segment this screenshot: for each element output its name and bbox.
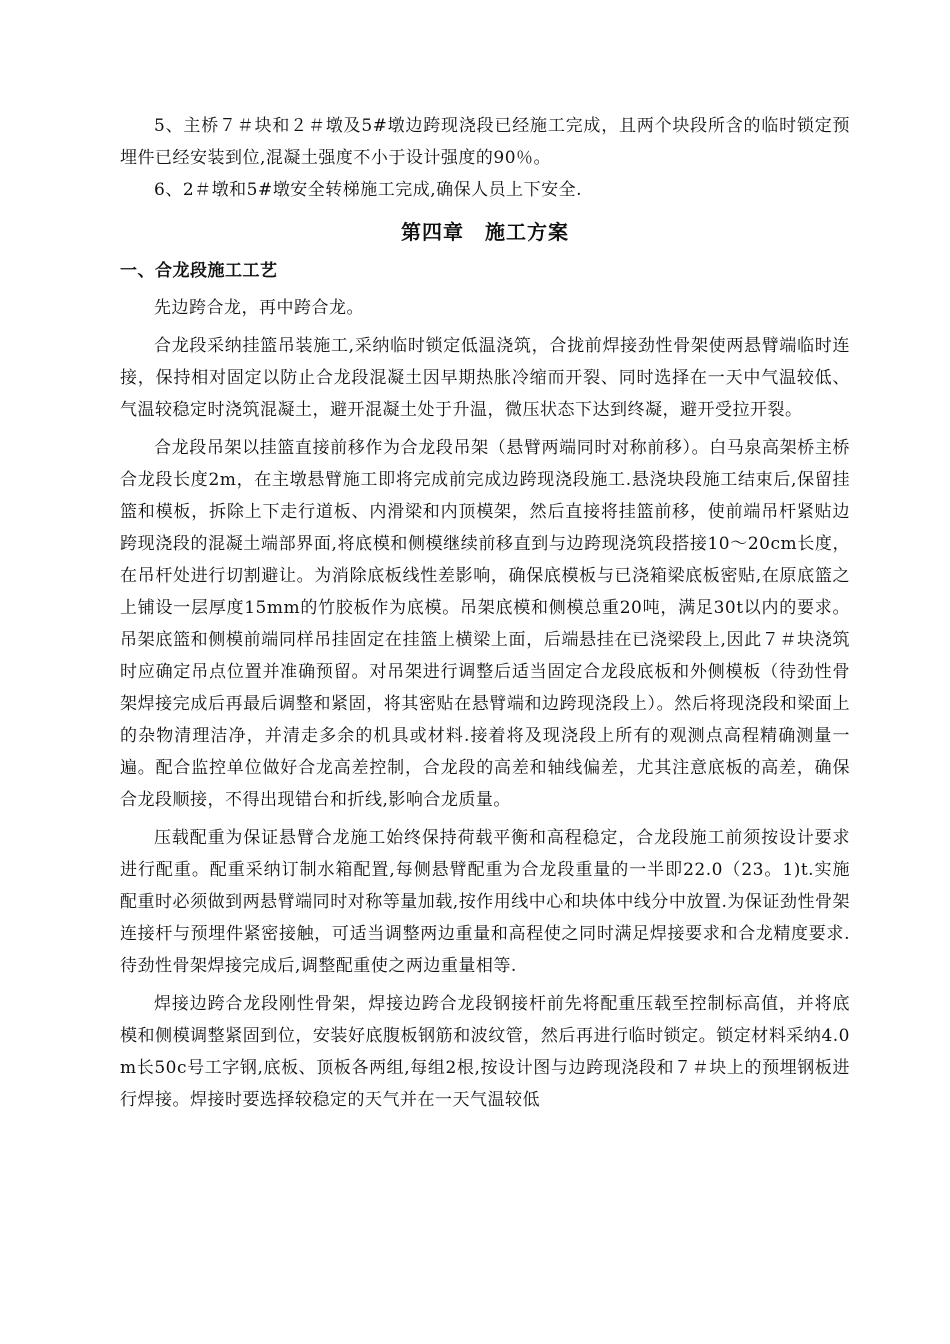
paragraph-hanger-frame: 合龙段吊架以挂篮直接前移作为合龙段吊架（悬臂两端同时对称前移）。白马泉高架桥主桥合龙段长度2m，在主墩悬臂施工即将完成前完成边跨现浇段施工.悬浇块段施工结束后,保留挂篮和模板，拆除上下走行道板、内滑梁和内顶模架，然后直接将挂篮前移，使前端吊杆紧贴边跨现浇段的混凝土端部界面,将底模和侧模继续前移直到与边跨现浇筑段搭接10～20cm长度，在吊杆处进行切割避让。为消除底板线性差影响，确保底模板与已浇箱梁底板密贴,在原底篮之上铺设一层厚度15mm的竹胶板作为底模。吊架底模和侧模总重20吨，满足30t以内的要求。吊架底篮和侧模前端同样吊挂固定在挂篮上横梁上面，后端悬挂在已浇梁段上,因此７＃块浇筑时应确定吊点位置并准确预留。对吊架进行调整后适当固定合龙段底板和外侧模板（待劲性骨架焊接完成后再最后调整和紧固，将其密贴在悬臂端和边跨现浇段上）。然后将现浇段和梁面上的杂物清理洁净，并清走多余的机具或材料.接着将及现浇段上所有的观测点高程精确测量一遍。配合监控单位做好合龙高差控制，合龙段的高差和轴线偏差，尤其注意底板的高差，确保合龙段顺接，不得出现错台和折线,影响合龙质量。	[120, 438, 850, 810]
intro-item-6: 6、2＃墩和5#墩安全转梯施工完成,确保人员上下安全.	[154, 180, 582, 200]
paragraph-counterweight: 压载配重为保证悬臂合龙施工始终保持荷载平衡和高程稳定，合龙段施工前须按设计要求进行配重。配重采纳订制水箱配置,每侧悬臂配重为合龙段重量的一半即22.0（23。1)t.实施配重时必须做到两悬臂端同时对称等量加载,按作用线中心和块体中线分中放置.为保证劲性骨架连接杆与预埋件紧密接触，可适当调整两边重量和高程使之同时满足焊接要求和合龙精度要求.待劲性骨架焊接完成后,调整配重使之两边重量相等.	[120, 828, 850, 976]
paragraph-closure-order: 先边跨合龙，再中跨合龙。	[154, 298, 364, 318]
intro-item-5: 5、主桥７＃块和２＃墩及5#墩边跨现浇段已经施工完成，且两个块段所含的临时锁定预埋件已经安装到位,混凝土强度不小于设计强度的90％。	[120, 116, 850, 168]
section-heading: 一、合龙段施工工艺	[120, 261, 278, 281]
paragraph-rigid-skeleton: 焊接边跨合龙段刚性骨架，焊接边跨合龙段钢接杆前先将配重压载至控制标高值，并将底模和侧模调整紧固到位，安装好底腹板钢筋和波纹管，然后再进行临时锁定。锁定材料采纳4.0m长50c号工字钢,底板、顶板各两组,每组2根,按设计图与边跨现浇段和７＃块上的预埋钢板进行焊接。焊接时要选择较稳定的天气并在一天气温较低	[120, 994, 850, 1110]
paragraph-closure-method: 合龙段采纳挂篮吊装施工,采纳临时锁定低温浇筑，合拢前焊接劲性骨架使两悬臂端临时连接，保持相对固定以防止合龙段混凝土因早期热胀冷缩而开裂、同时选择在一天中气温较低、气温较稳定时浇筑混凝土，避开混凝土处于升温，微压状态下达到终凝，避开受拉开裂。	[120, 336, 850, 420]
chapter-title: 第四章 施工方案	[401, 220, 569, 244]
document-page	[120, 110, 850, 1116]
